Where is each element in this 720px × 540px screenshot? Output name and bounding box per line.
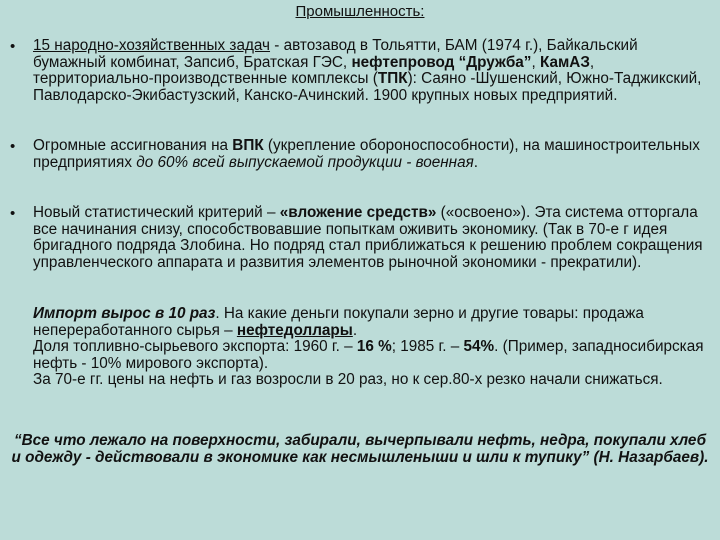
period-text: . (352, 321, 358, 339)
bullet-marker: • (10, 38, 16, 55)
import-text: . На какие деньги покупали зерно и другие товары: продажа непереработанного сырья – (33, 305, 644, 339)
vpk-text-2: (укрепление обороноспособности), на машиностроительных предприятиях (33, 137, 700, 171)
vpk-text: Огромные ассигнования на (33, 137, 233, 154)
kamaz-term: КамАЗ (539, 53, 590, 71)
import-line (33, 306, 708, 339)
import-paragraph (33, 306, 708, 389)
vpk-term: ВПК (232, 137, 264, 154)
import-heading: Импорт вырос в 10 раз (33, 305, 216, 322)
oil-price-line: За 70-е гг. цены на нефть и газ возросли в 20 раз, но к сер.80-х резко начали снижаться. (33, 371, 663, 389)
export-text: Доля топливно-сырьевого экспорта: 1960 г. – (33, 338, 357, 356)
tpk-list-text: ): Саяно -Шушенский, Южно-Таджикский, Павлодарско-Экибастузский, Канско-Ачинский. 1900 крупных новых предприятий. (33, 70, 702, 104)
bullet-industry-tasks (33, 38, 708, 104)
export-text-2: ; 1985 г. – (391, 338, 464, 356)
export-share-line (33, 339, 708, 372)
tasks-text: - автозавод в Тольятти, БАМ (1974 г.), Байкальский бумажный комбинат, Запсиб, Братская ГЭС, (33, 37, 638, 71)
export-1985-value: 54% (463, 338, 495, 356)
separator-text: , (531, 53, 540, 71)
petrodollars-term: нефтедоллары (236, 321, 353, 339)
bullet-marker: • (10, 138, 16, 155)
export-1960-value: 16 % (356, 338, 392, 356)
criterion-term: «вложение средств» (279, 204, 437, 221)
slide-title: Промышленность: (295, 3, 425, 20)
criterion-text-2: («освоено»). Эта система отторгала все начинания снизу, способствовавшие попыткам оживить экономику. (Так в 70-е г идея бригадного подряда Злобина. Но подряд стал приближаться к решению проблем сокращения управленческого аппарата и развития элементов рыночной экономики - прекратили). (33, 204, 703, 271)
bullet-marker: • (10, 205, 16, 222)
pipeline-term: нефтепровод “Дружба” (351, 53, 532, 71)
criterion-text: Новый статистический критерий – (33, 204, 280, 221)
bullet-criterion (33, 205, 708, 271)
military-share-text: до 60% всей выпускаемой продукции - военная (136, 153, 474, 171)
tpk-text: , территориально-производственные комплексы ( (33, 53, 595, 88)
period-text: . (473, 153, 479, 171)
bullet-vpk (33, 138, 708, 171)
tpk-term: ТПК (377, 70, 408, 88)
nazarbayev-quote: “Все что лежало на поверхности, забирали, вычерпывали нефть, недра, покупали хлеб и одежду - действовали в экономике как несмышленыши и шли к тупику” (Н. Назарбаев). (11, 432, 709, 466)
tasks-heading: 15 народно-хозяйственных задач (33, 37, 271, 54)
export-example-text: . (Пример, западносибирская нефть - 10% мирового экспорта). (33, 338, 704, 372)
